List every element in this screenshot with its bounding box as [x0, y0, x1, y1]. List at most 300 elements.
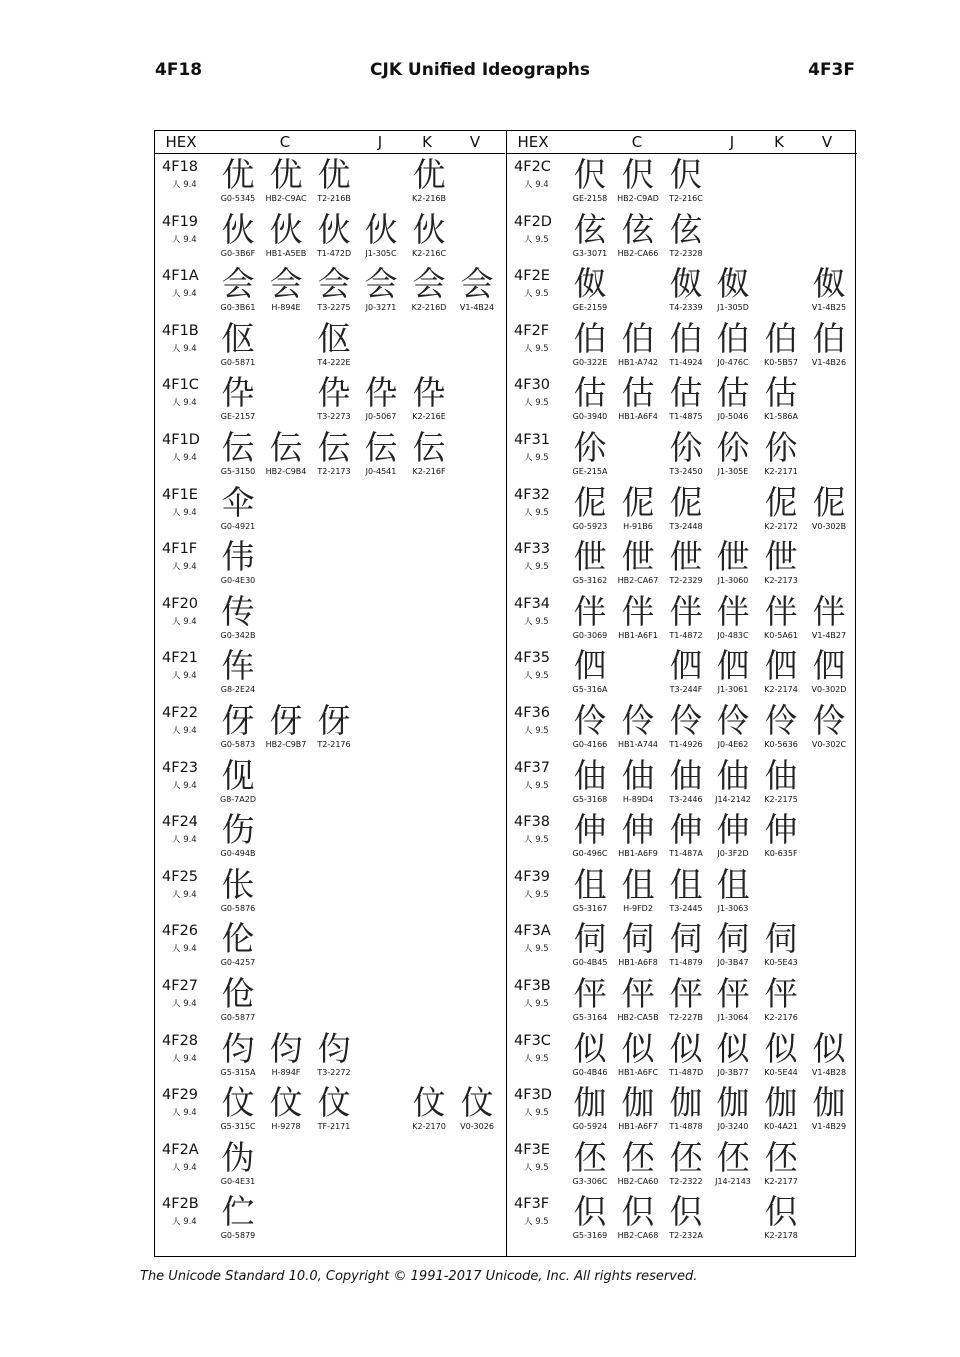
code-point-row	[507, 973, 857, 1028]
code-point-row	[507, 372, 857, 427]
ideograph-glyph: 伽	[764, 1083, 798, 1123]
header-j: J	[729, 133, 735, 151]
source-code: GE-2158	[572, 194, 608, 203]
source-code: T1-4878	[669, 1122, 703, 1132]
source-code: T1-4879	[669, 958, 703, 968]
radical-stroke: 人 9.4	[172, 671, 197, 682]
source-code: H-91B6	[623, 521, 653, 531]
glyph-cell	[310, 265, 358, 312]
glyph-cell	[214, 1193, 262, 1240]
radical-stroke: 人 9.4	[172, 1162, 197, 1173]
code-point-hex: 4F20	[162, 595, 199, 612]
source-code: HB2-CA60	[617, 1176, 659, 1186]
glyph-cell	[662, 429, 710, 476]
ideograph-glyph: 会	[364, 264, 398, 304]
ideograph-glyph: 伜	[364, 373, 398, 413]
ideograph-glyph: 伤	[221, 810, 255, 850]
glyph-cell	[214, 1139, 262, 1186]
source-code: K2-216D	[411, 303, 447, 313]
ideograph-glyph: 伬	[669, 155, 703, 194]
source-code: H-9FD2	[623, 903, 653, 913]
code-point-row	[155, 372, 505, 427]
glyph-cell	[453, 1084, 501, 1131]
source-code: G0-5924	[572, 1122, 608, 1132]
ideograph-glyph: 优	[412, 155, 446, 194]
source-code: G5-3150	[220, 466, 256, 476]
code-point-hex: 4F1E	[162, 486, 198, 503]
ideograph-glyph: 伹	[669, 864, 703, 904]
source-code: G0-494B	[220, 849, 256, 859]
copyright-footer: The Unicode Standard 10.0, Copyright © 1991-2017 Unicode, Inc. All rights reserved.	[140, 1269, 698, 1284]
glyph-cell	[614, 484, 662, 531]
glyph-cell	[614, 1084, 662, 1131]
code-point-hex: 4F23	[162, 759, 199, 776]
ideograph-glyph: 会	[221, 264, 255, 304]
ideograph-glyph: 伯	[716, 318, 750, 358]
source-code: T2-216B	[317, 194, 351, 203]
glyph-cell	[566, 538, 614, 585]
source-code: J0-3B47	[717, 958, 749, 968]
glyph-cell	[757, 484, 805, 531]
source-code: T3-2448	[669, 521, 703, 531]
source-code: HB2-CA66	[617, 248, 659, 258]
code-point-hex: 4F3C	[514, 1032, 551, 1049]
code-point-row	[507, 918, 857, 973]
ideograph-glyph: 伶	[573, 700, 607, 740]
source-code: H-89D4	[622, 794, 654, 804]
glyph-cell	[709, 866, 757, 913]
ideograph-glyph: 伽	[669, 1083, 703, 1123]
glyph-cell	[614, 1139, 662, 1186]
ideograph-glyph: 伙	[412, 209, 446, 249]
source-code: HB1-A744	[617, 739, 659, 749]
ideograph-glyph: 伮	[669, 264, 703, 304]
glyph-cell	[805, 1084, 853, 1131]
source-code: G0-3B61	[220, 303, 256, 313]
radical-stroke: 人 9.4	[172, 944, 197, 955]
glyph-cell	[214, 757, 262, 804]
ideograph-glyph: 伵	[669, 646, 703, 686]
code-point-row	[155, 645, 505, 700]
code-point-hex: 4F33	[514, 541, 551, 558]
radical-stroke: 人 9.4	[172, 234, 197, 245]
code-point-hex: 4F2D	[514, 213, 552, 230]
radical-stroke: 人 9.5	[524, 507, 549, 518]
source-code: K0-5E44	[764, 1067, 798, 1077]
radical-stroke: 人 9.4	[172, 562, 197, 573]
ideograph-glyph: 伱	[764, 427, 798, 467]
glyph-cell	[214, 593, 262, 640]
code-point-hex: 4F2E	[514, 268, 550, 285]
source-code: K0-5B57	[764, 357, 798, 367]
ideograph-glyph: 伴	[669, 591, 703, 631]
glyph-cell	[214, 647, 262, 694]
source-code: T2-216C	[669, 194, 703, 203]
source-code: J1-305E	[717, 466, 749, 476]
glyph-cell	[566, 1030, 614, 1077]
glyph-cell	[757, 702, 805, 749]
glyph-cell	[805, 702, 853, 749]
ideograph-glyph: 伩	[460, 1083, 494, 1123]
code-point-row	[155, 318, 505, 373]
glyph-cell	[662, 920, 710, 967]
source-code: K2-2176	[764, 1012, 798, 1022]
source-code: V1-4B29	[811, 1122, 847, 1132]
ideograph-glyph: 优	[221, 155, 255, 194]
ideograph-glyph: 估	[716, 373, 750, 413]
source-code: G0-5876	[220, 903, 256, 913]
source-code: J1-3063	[717, 903, 749, 913]
glyph-cell	[262, 429, 310, 476]
glyph-cell	[214, 920, 262, 967]
code-point-row	[507, 700, 857, 755]
glyph-cell	[614, 702, 662, 749]
ideograph-glyph: 会	[460, 264, 494, 304]
source-code: G0-4257	[220, 958, 256, 968]
source-code: V1-4B28	[811, 1067, 847, 1077]
header-c: C	[631, 133, 643, 151]
ideograph-glyph: 伮	[573, 264, 607, 304]
code-point-row	[155, 482, 505, 537]
glyph-cell	[357, 429, 405, 476]
glyph-cell	[709, 374, 757, 421]
code-point-row	[507, 809, 857, 864]
radical-stroke: 人 9.5	[524, 835, 549, 846]
glyph-cell	[757, 593, 805, 640]
ideograph-glyph: 似	[573, 1028, 607, 1068]
glyph-cell	[614, 1030, 662, 1077]
ideograph-glyph: 伵	[764, 646, 798, 686]
glyph-cell	[566, 647, 614, 694]
glyph-cell	[214, 320, 262, 367]
source-code: HB1-A6F7	[618, 1122, 658, 1132]
code-point-row	[507, 318, 857, 373]
code-point-hex: 4F3B	[514, 977, 551, 994]
glyph-cell	[405, 1084, 453, 1131]
glyph-cell	[757, 975, 805, 1022]
glyph-cell	[262, 1030, 310, 1077]
glyph-cell	[757, 1084, 805, 1131]
source-code: T3-2446	[669, 794, 703, 804]
source-code: J14-2142	[715, 794, 751, 804]
glyph-cell	[262, 702, 310, 749]
ideograph-glyph: 似	[621, 1028, 655, 1068]
source-code: J0-4E62	[717, 739, 749, 749]
glyph-cell	[709, 920, 757, 967]
source-code: HB1-A6F8	[618, 958, 658, 968]
header-hex: HEX	[517, 133, 549, 151]
glyph-cell	[709, 265, 757, 312]
source-code: HB1-A6F4	[618, 412, 658, 422]
ideograph-glyph: 伵	[573, 646, 607, 686]
glyph-cell	[662, 538, 710, 585]
ideograph-glyph: 伿	[621, 1192, 655, 1232]
code-point-hex: 4F30	[514, 377, 551, 394]
source-code: G0-496C	[572, 849, 608, 859]
ideograph-glyph: 伻	[621, 973, 655, 1013]
glyph-cell	[566, 320, 614, 367]
glyph-cell	[709, 811, 757, 858]
glyph-cell	[614, 320, 662, 367]
ideograph-glyph: 伛	[317, 318, 351, 358]
code-point-row	[507, 482, 857, 537]
ideograph-glyph: 伨	[269, 1028, 303, 1068]
source-code: G0-3B6F	[220, 248, 256, 258]
source-code: K0-5636	[764, 739, 798, 749]
radical-stroke: 人 9.4	[172, 835, 197, 846]
ideograph-glyph: 伿	[669, 1192, 703, 1232]
code-point-row	[507, 1137, 857, 1192]
source-code: T3-244F	[669, 685, 703, 695]
source-code: G5-3168	[572, 794, 608, 804]
source-code: T2-227B	[669, 1012, 703, 1022]
source-code: G8-7A2D	[220, 794, 256, 804]
radical-stroke: 人 9.4	[172, 507, 197, 518]
ideograph-glyph: 伷	[573, 755, 607, 795]
ideograph-glyph: 伾	[621, 1137, 655, 1177]
source-code: T2-2322	[669, 1176, 703, 1186]
ideograph-glyph: 伲	[812, 482, 846, 522]
source-code: H-894E	[271, 303, 301, 313]
source-code: J0-5046	[717, 412, 749, 422]
source-code: G0-342B	[220, 630, 256, 640]
code-point-row	[507, 263, 857, 318]
ideograph-glyph: 伝	[317, 427, 351, 467]
ideograph-glyph: 伺	[764, 919, 798, 959]
radical-stroke: 人 9.5	[524, 944, 549, 955]
source-code: T3-2450	[669, 466, 703, 476]
ideograph-glyph: 伶	[669, 700, 703, 740]
radical-stroke: 人 9.4	[172, 398, 197, 409]
glyph-cell	[662, 484, 710, 531]
glyph-cell	[757, 1030, 805, 1077]
code-point-row	[507, 591, 857, 646]
ideograph-glyph: 伧	[221, 973, 255, 1013]
source-code: HB2-CA67	[617, 576, 659, 586]
code-point-row	[155, 427, 505, 482]
chart-column-right	[506, 131, 857, 1256]
glyph-cell	[310, 1030, 358, 1077]
source-code: HB2-CA68	[617, 1231, 659, 1241]
source-code: J0-4541	[365, 466, 397, 476]
source-code: T1-4926	[669, 739, 703, 749]
radical-stroke: 人 9.5	[524, 780, 549, 791]
ideograph-glyph: 伾	[573, 1137, 607, 1177]
glyph-cell	[310, 156, 358, 203]
code-point-hex: 4F39	[514, 868, 551, 885]
code-point-hex: 4F36	[514, 704, 551, 721]
header-k: K	[422, 133, 432, 151]
source-code: HB1-A5EB	[265, 248, 307, 258]
ideograph-glyph: 伲	[621, 482, 655, 522]
glyph-cell	[662, 647, 710, 694]
code-point-row	[155, 263, 505, 318]
glyph-cell	[566, 1084, 614, 1131]
ideograph-glyph: 伾	[669, 1137, 703, 1177]
ideograph-glyph: 似	[764, 1028, 798, 1068]
ideograph-glyph: 伬	[621, 155, 655, 194]
glyph-cell	[614, 757, 662, 804]
source-code: V1-4B25	[811, 303, 847, 313]
glyph-cell	[757, 811, 805, 858]
ideograph-glyph: 会	[269, 264, 303, 304]
source-code: G5-316A	[572, 685, 608, 695]
ideograph-glyph: 伻	[716, 973, 750, 1013]
radical-stroke: 人 9.4	[524, 180, 549, 190]
glyph-cell	[214, 156, 262, 203]
range-end: 4F3F	[808, 60, 855, 80]
glyph-cell	[709, 1084, 757, 1131]
source-code: J0-3240	[717, 1122, 749, 1132]
code-point-hex: 4F1A	[162, 268, 199, 285]
ideograph-glyph: 伲	[764, 482, 798, 522]
source-code: HB2-C9B7	[265, 739, 307, 749]
glyph-cell	[566, 866, 614, 913]
glyph-cell	[757, 429, 805, 476]
code-point-row	[507, 1191, 857, 1246]
glyph-cell	[310, 702, 358, 749]
glyph-cell	[357, 374, 405, 421]
glyph-cell	[214, 702, 262, 749]
ideograph-glyph: 伻	[669, 973, 703, 1013]
code-point-row	[155, 864, 505, 919]
glyph-cell	[614, 374, 662, 421]
glyph-cell	[805, 265, 853, 312]
ideograph-glyph: 伪	[221, 1137, 255, 1177]
source-code: GE-215A	[572, 466, 608, 476]
code-point-row	[155, 973, 505, 1028]
code-point-hex: 4F31	[514, 431, 551, 448]
source-code: J1-3060	[717, 576, 749, 586]
ideograph-glyph: 伣	[221, 755, 255, 795]
ideograph-glyph: 伩	[269, 1083, 303, 1123]
source-code: G3-306C	[572, 1176, 608, 1186]
ideograph-glyph: 伭	[573, 209, 607, 249]
glyph-cell	[709, 538, 757, 585]
glyph-cell	[214, 211, 262, 258]
radical-stroke: 人 9.5	[524, 671, 549, 682]
ideograph-glyph: 伩	[221, 1083, 255, 1123]
code-point-row	[155, 700, 505, 755]
source-code: T2-2176	[317, 739, 351, 749]
ideograph-glyph: 伯	[573, 318, 607, 358]
ideograph-glyph: 伲	[669, 482, 703, 522]
code-point-row	[155, 918, 505, 973]
code-point-hex: 4F35	[514, 650, 551, 667]
ideograph-glyph: 伩	[317, 1083, 351, 1123]
glyph-cell	[357, 265, 405, 312]
ideograph-glyph: 伜	[317, 373, 351, 413]
ideograph-glyph: 估	[573, 373, 607, 413]
ideograph-glyph: 伳	[716, 537, 750, 577]
source-code: G3-3071	[572, 248, 608, 258]
ideograph-glyph: 伯	[621, 318, 655, 358]
source-code: K2-2173	[764, 576, 798, 586]
glyph-cell	[566, 757, 614, 804]
ideograph-glyph: 伾	[716, 1137, 750, 1177]
source-code: GE-2157	[220, 412, 256, 422]
radical-stroke: 人 9.5	[524, 1053, 549, 1064]
radical-stroke: 人 9.5	[524, 343, 549, 354]
code-point-hex: 4F2B	[162, 1196, 199, 1213]
ideograph-glyph: 伺	[716, 919, 750, 959]
source-code: T1-487D	[668, 1067, 704, 1077]
code-point-hex: 4F18	[162, 159, 199, 175]
source-code: J1-3061	[717, 685, 749, 695]
ideograph-glyph: 伺	[621, 919, 655, 959]
glyph-cell	[662, 211, 710, 258]
source-code: HB1-A742	[617, 357, 659, 367]
radical-stroke: 人 9.5	[524, 1217, 549, 1228]
ideograph-glyph: 伷	[716, 755, 750, 795]
ideograph-glyph: 伙	[317, 209, 351, 249]
source-code: K2-216F	[412, 466, 446, 476]
ideograph-glyph: 伳	[764, 537, 798, 577]
source-code: V0-302B	[811, 521, 847, 531]
ideograph-glyph: 伿	[764, 1192, 798, 1232]
source-code: T3-2273	[317, 412, 351, 422]
source-code: G0-4B45	[572, 958, 608, 968]
source-code: K1-586A	[764, 412, 798, 422]
source-code: G0-4166	[572, 739, 608, 749]
source-code: K0-4A21	[764, 1122, 798, 1132]
ideograph-glyph: 伬	[573, 155, 607, 194]
radical-stroke: 人 9.5	[524, 998, 549, 1009]
ideograph-glyph: 伛	[221, 318, 255, 358]
ideograph-glyph: 伯	[764, 318, 798, 358]
glyph-cell	[357, 211, 405, 258]
glyph-cell	[566, 702, 614, 749]
glyph-cell	[614, 975, 662, 1022]
code-point-row	[507, 209, 857, 264]
code-point-hex: 4F21	[162, 650, 199, 667]
code-point-row	[507, 536, 857, 591]
glyph-cell	[709, 320, 757, 367]
source-code: T2-232A	[669, 1231, 703, 1241]
ideograph-glyph: 伩	[412, 1083, 446, 1123]
ideograph-glyph: 伽	[573, 1083, 607, 1123]
radical-stroke: 人 9.4	[172, 998, 197, 1009]
code-point-row	[507, 154, 857, 209]
code-point-hex: 4F2A	[162, 1141, 199, 1158]
header-hex: HEX	[165, 133, 197, 151]
source-code: G5-315C	[220, 1122, 256, 1132]
glyph-cell	[662, 866, 710, 913]
source-code: H-894F	[271, 1067, 301, 1077]
glyph-cell	[453, 265, 501, 312]
ideograph-glyph: 伹	[621, 864, 655, 904]
glyph-cell	[709, 429, 757, 476]
source-code: T2-2173	[317, 466, 351, 476]
ideograph-glyph: 估	[621, 373, 655, 413]
ideograph-glyph: 伾	[764, 1137, 798, 1177]
glyph-cell	[566, 484, 614, 531]
code-point-hex: 4F25	[162, 868, 199, 885]
ideograph-glyph: 伟	[221, 537, 255, 577]
glyph-cell	[614, 538, 662, 585]
header-k: K	[774, 133, 784, 151]
radical-stroke: 人 9.5	[524, 562, 549, 573]
ideograph-glyph: 伦	[221, 919, 255, 959]
code-point-row	[155, 591, 505, 646]
header-v: V	[469, 133, 481, 151]
code-point-hex: 4F28	[162, 1032, 199, 1049]
ideograph-glyph: 伝	[364, 427, 398, 467]
code-point-row	[507, 864, 857, 919]
ideograph-glyph: 似	[669, 1028, 703, 1068]
radical-stroke: 人 9.4	[172, 343, 197, 354]
source-code: K0-5E43	[764, 958, 798, 968]
